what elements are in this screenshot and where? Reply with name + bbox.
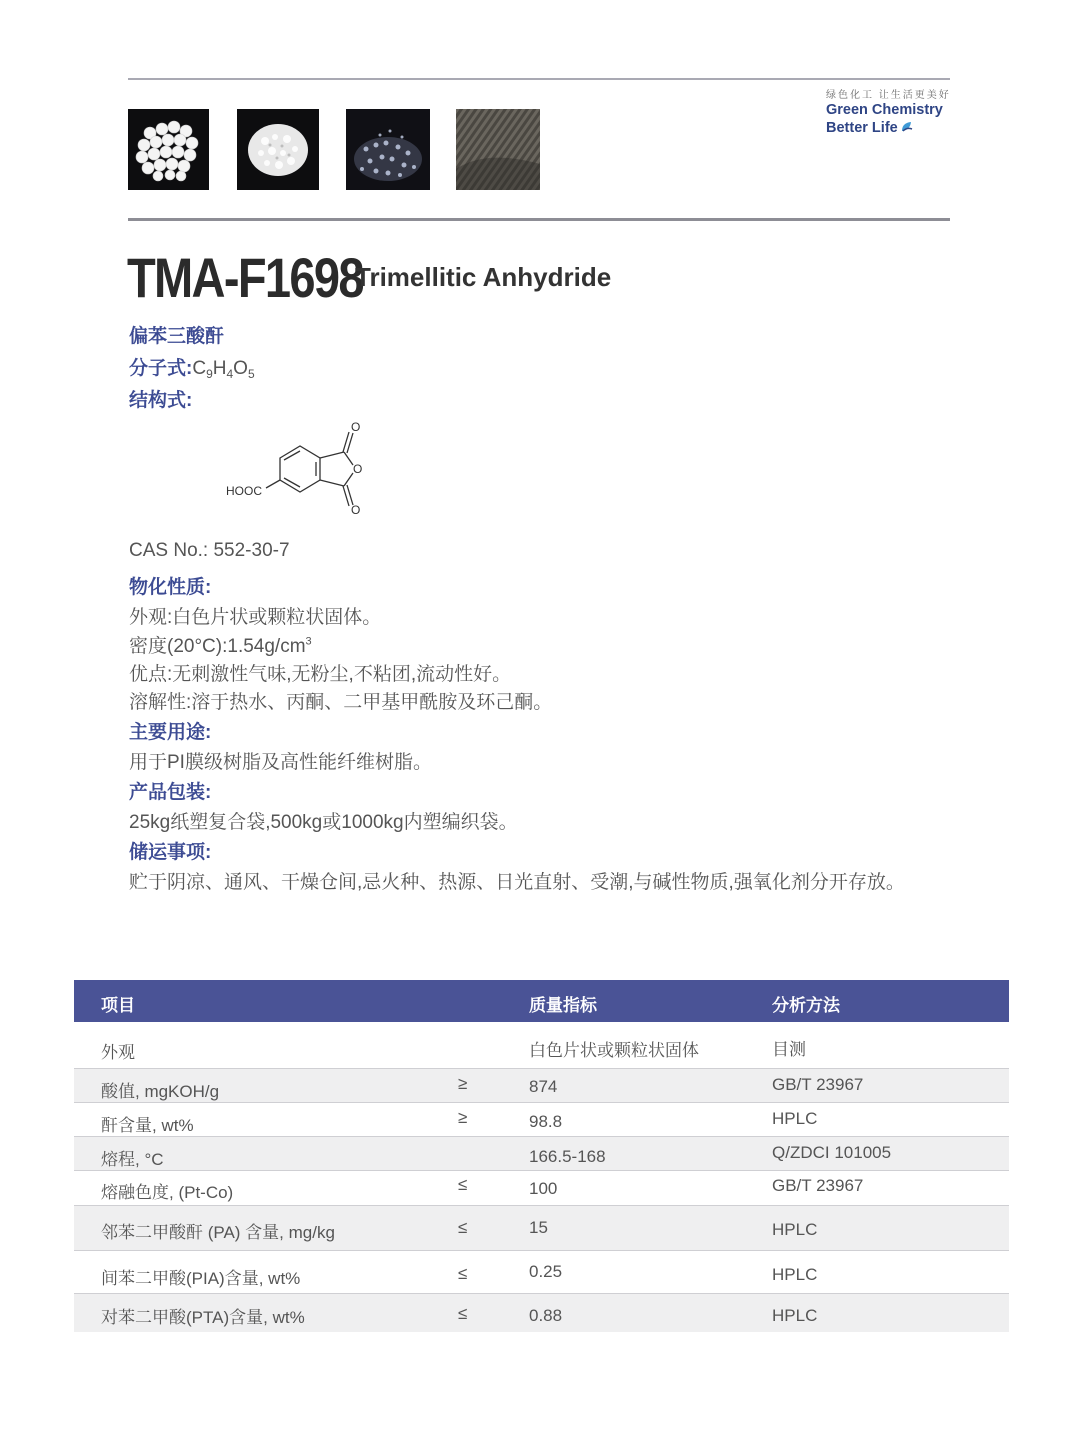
solubility-text: 溶解性:溶于热水、丙酮、二甲基甲酰胺及环己酮。 xyxy=(129,692,553,713)
carboxyl-group-label: HOOC xyxy=(226,484,262,498)
molecular-formula xyxy=(192,358,254,379)
specification-table xyxy=(74,980,1009,1332)
table-row xyxy=(74,1206,1009,1251)
carbonyl-oxygen-top: O xyxy=(351,420,361,434)
product-name-cn: 偏苯三酸酐 xyxy=(129,326,225,347)
row-item: 外观 xyxy=(101,1043,135,1062)
table-row xyxy=(74,1251,1009,1294)
storage-heading: 储运事项: xyxy=(129,842,212,863)
row-value: 15 xyxy=(529,1218,548,1237)
brand-block xyxy=(826,86,951,138)
row-method: 目测 xyxy=(772,1040,806,1059)
row-item: 酐含量, wt% xyxy=(101,1116,194,1135)
row-method: GB/T 23967 xyxy=(772,1176,864,1195)
fabric-image xyxy=(456,109,540,190)
row-method: GB/T 23967 xyxy=(772,1075,864,1094)
packaging-heading: 产品包装: xyxy=(129,782,212,803)
formula-h-count: 4 xyxy=(226,367,234,381)
table-header xyxy=(74,980,1009,1022)
row-item: 邻苯二甲酸酐 (PA) 含量, mg/kg xyxy=(101,1223,335,1242)
table-row xyxy=(74,1069,1009,1103)
formula-h: H xyxy=(212,358,227,379)
top-divider xyxy=(128,78,950,80)
structural-formula xyxy=(220,418,380,518)
storage-text: 贮于阴凉、通风、干燥仓间,忌火种、热源、日光直射、受潮,与碱性物质,强氧化剂分开存放。 xyxy=(129,872,905,893)
product-code: TMA-F1698 xyxy=(127,246,363,309)
row-sign: ≥ xyxy=(458,1074,468,1093)
row-value: 0.88 xyxy=(529,1306,563,1325)
brand-line-2-text: Better Life xyxy=(826,120,898,136)
brand-slogan-cn: 绿色化工 让生活更美好 xyxy=(826,90,951,101)
product-name-en: Trimellitic Anhydride xyxy=(355,262,612,292)
formula-c-count: 9 xyxy=(206,367,213,381)
row-item: 间苯二甲酸(PIA)含量, wt% xyxy=(101,1269,301,1288)
photo-clear-pellets xyxy=(346,109,430,190)
ring-oxygen: O xyxy=(353,462,363,476)
properties-heading: 物化性质: xyxy=(129,577,212,598)
header-item: 项目 xyxy=(101,996,135,1015)
brand-line-2 xyxy=(826,119,951,138)
table-row xyxy=(74,1171,1009,1206)
row-value: 100 xyxy=(529,1179,558,1198)
row-method: HPLC xyxy=(772,1220,818,1239)
formula-o: O xyxy=(233,358,248,379)
row-method: Q/ZDCI 101005 xyxy=(772,1143,892,1162)
carbonyl-oxygen-bottom: O xyxy=(351,503,361,517)
clear-pellets-image xyxy=(346,109,430,190)
row-value: 98.8 xyxy=(529,1112,563,1131)
photo-fabric xyxy=(456,109,540,190)
white-flakes-image xyxy=(237,109,319,190)
row-value: 166.5-168 xyxy=(529,1147,606,1166)
white-spheres-image xyxy=(128,109,209,190)
packaging-text: 25kg纸塑复合袋,500kg或1000kg内塑编织袋。 xyxy=(129,812,518,833)
table-row xyxy=(74,1294,1009,1332)
uses-heading: 主要用途: xyxy=(129,722,212,743)
formula-o-count: 5 xyxy=(247,367,255,381)
table-row xyxy=(74,1137,1009,1171)
leaf-icon xyxy=(900,120,914,138)
row-item: 熔程, °C xyxy=(101,1150,164,1169)
row-sign: ≤ xyxy=(458,1175,468,1194)
row-sign: ≤ xyxy=(458,1218,468,1237)
row-item: 熔融色度, (Pt-Co) xyxy=(101,1183,234,1202)
row-value: 874 xyxy=(529,1077,558,1096)
appearance-text: 外观:白色片状或颗粒状固体。 xyxy=(129,607,382,628)
row-item: 酸值, mgKOH/g xyxy=(101,1082,220,1101)
structure-label: 结构式: xyxy=(129,390,193,411)
uses-text: 用于PI膜级树脂及高性能纤维树脂。 xyxy=(129,752,432,773)
cas-number: CAS No.: 552-30-7 xyxy=(129,540,290,561)
density-text xyxy=(129,631,312,658)
row-value: 0.25 xyxy=(529,1262,563,1281)
row-item: 对苯二甲酸(PTA)含量, wt% xyxy=(101,1308,305,1327)
formula-label: 分子式: xyxy=(129,358,193,379)
row-sign: ≤ xyxy=(458,1264,468,1283)
density-unit-exponent: 3 xyxy=(305,635,312,648)
row-sign: ≤ xyxy=(458,1304,468,1323)
row-value: 白色片状或颗粒状固体 xyxy=(529,1041,699,1060)
table-row xyxy=(74,1022,1009,1069)
formula-line xyxy=(129,353,255,381)
row-method: HPLC xyxy=(772,1306,818,1325)
row-sign: ≥ xyxy=(458,1108,468,1127)
table-row xyxy=(74,1103,1009,1137)
brand-line-1: Green Chemistry xyxy=(826,102,943,118)
row-method: HPLC xyxy=(772,1265,818,1284)
row-method: HPLC xyxy=(772,1109,818,1128)
section-divider xyxy=(128,218,950,221)
header-method: 分析方法 xyxy=(772,996,840,1015)
formula-c: C xyxy=(192,358,207,379)
photo-white-flakes xyxy=(237,109,319,190)
photo-white-spheres xyxy=(128,109,209,190)
header-spec: 质量指标 xyxy=(529,996,597,1015)
advantages-text: 优点:无刺激性气味,无粉尘,不粘团,流动性好。 xyxy=(129,664,512,685)
density-value: 密度(20°C):1.54g/cm xyxy=(129,636,306,657)
